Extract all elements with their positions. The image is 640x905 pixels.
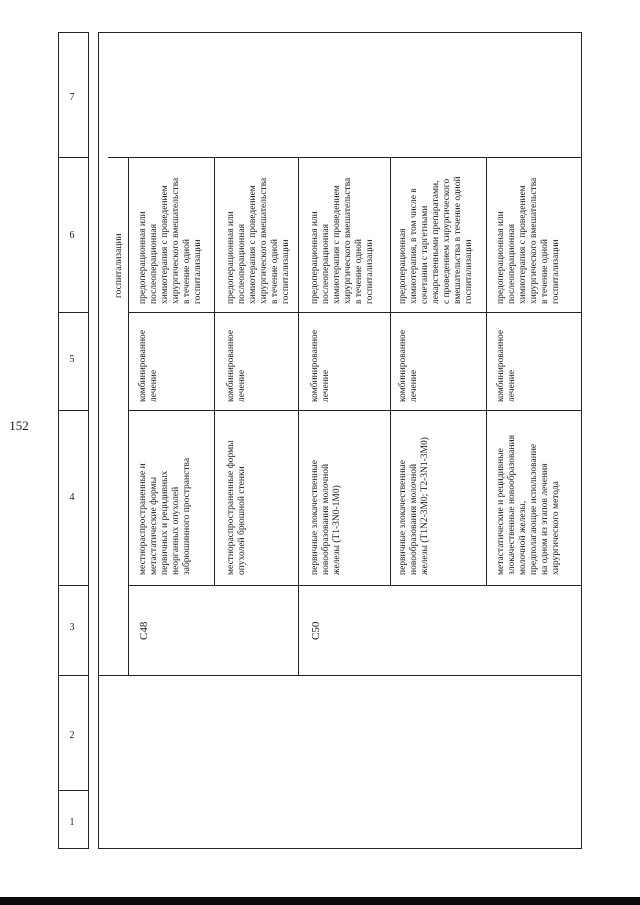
row-4-treatment: комбинированное лечение [398,329,419,402]
row-1-code: C48 [138,621,150,640]
row-divider-col7 [108,157,582,158]
column-header-7: 7 [69,92,75,103]
table-left-line [98,32,99,849]
header-divider-4-5 [58,410,88,411]
row-line-4 [486,157,487,586]
row-2-condition: местнораспространенные формы опухолей брюшной стенки [226,440,247,575]
row-line-3 [390,157,391,586]
column-header-4: 4 [69,492,75,503]
row-1-method: предоперационная или послеоперационная химиотерапия с проведением хирургического вмешательства в течение одной госпитализации [138,177,203,304]
scan-edge [0,897,640,905]
row-divider-col6 [128,312,582,313]
column-header-6: 6 [69,230,75,241]
header-divider-6-7 [58,157,88,158]
row-3-treatment: комбинированное лечение [310,329,331,402]
row-4-method: предоперационная химиотерапия, в том числе в сочетании с таргетными лекарственными препаратами, с проведением хирургического вмешательства в течение одной госпитализации [398,176,474,304]
header-right-line [58,848,88,849]
column-header-3: 3 [69,622,75,633]
column-header-5: 5 [69,354,75,365]
table-bottom-line [98,848,582,849]
row-line-2 [298,157,299,675]
header-left-line [58,32,88,33]
page-number: 152 [9,418,29,433]
column-header-1: 1 [69,817,75,828]
header-inner-line [88,32,89,849]
column-header-2: 2 [69,730,75,741]
row-2-treatment: комбинированное лечение [226,329,247,402]
row-line-0 [128,157,129,675]
row-2-method: предоперационная или послеоперационная химиотерапия с проведением хирургического вмешательства в течение одной госпитализации [226,177,291,304]
row-5-method: предоперационная или послеоперационная химиотерапия с проведением хирургического вмешательства в течение одной госпитализации [496,177,561,304]
row-5-treatment: комбинированное лечение [496,329,517,402]
row-3-condition: первичные злокачественные новообразования молочной железы (T1-3N0-1M0) [310,459,342,575]
header-divider-2-3 [58,675,88,676]
table-right-line [581,32,582,849]
row-line-1 [214,157,215,586]
row-1-treatment: комбинированное лечение [138,329,159,402]
row-3-code: C50 [310,621,322,640]
row-4-condition: первичные злокачественные новообразования молочной железы (T1N2-3M0; T2-3N1-3M0) [398,437,430,575]
header-divider-5-6 [58,312,88,313]
row-divider-col4 [128,585,582,586]
row-3-method: предоперационная или послеоперационная химиотерапия с проведением хирургического вмешательства в течение одной госпитализации [310,177,375,304]
header-outer-line [58,32,59,849]
header-divider-3-4 [58,585,88,586]
header-divider-1-2 [58,790,88,791]
row-5-condition: метастатические и рецидивные злокачественные новообразования молочной железы, предполагающие использование на одном из этапов лечения хирургического метода [496,434,561,575]
row-divider-col3 [98,675,582,676]
table-top-line [98,32,582,33]
row-1-condition: местнораспространенные и метастатические формы первичных и рецидивных неорганных опухолей забрюшинного пространства [138,457,192,575]
continuation-cell: госпитализации [114,233,124,298]
row-divider-col5 [128,410,582,411]
